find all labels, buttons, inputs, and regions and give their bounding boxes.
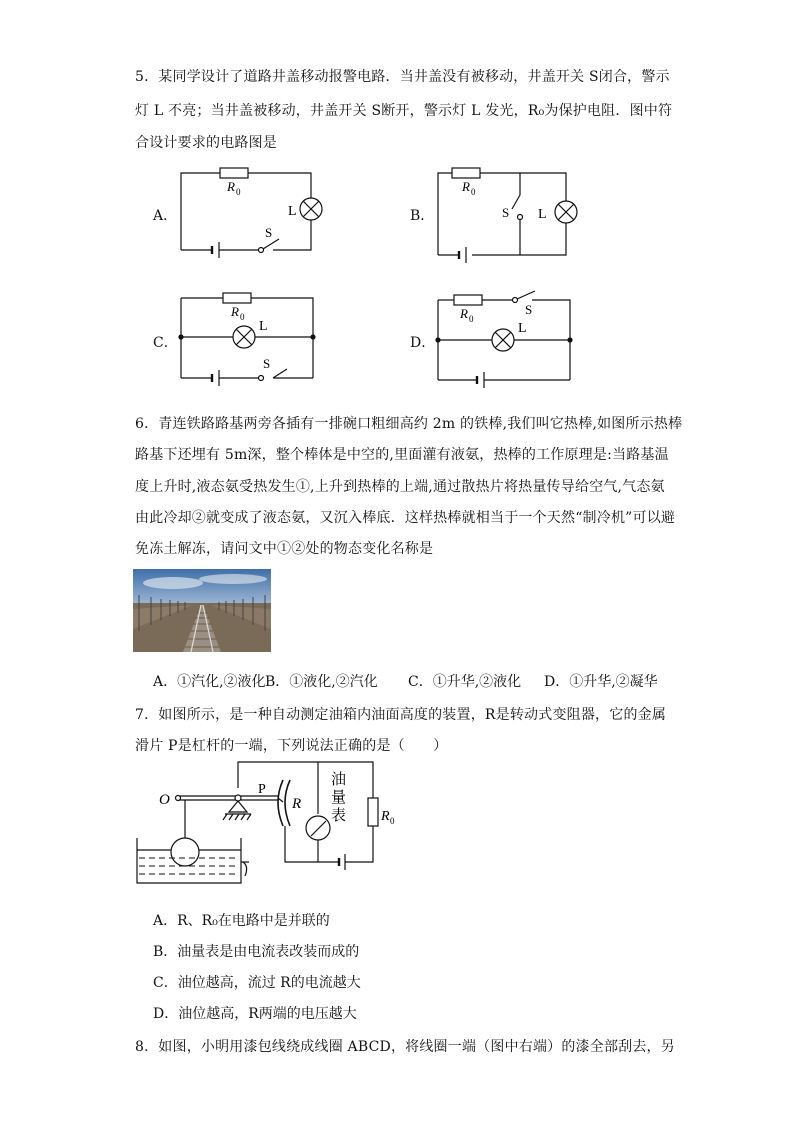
circuit-c-diagram [175, 290, 320, 390]
q6-line-2: 路基下还埋有 5m深，整个棒体是中空的,里面灌有液氨，热棒的工作原理是:当路基温 [135, 447, 669, 463]
r0-subscript: 0 [236, 187, 241, 197]
slider-p-label: P [258, 782, 266, 797]
q6-option-c: C．①升华,②液化 [408, 674, 522, 690]
lamp-label: L [259, 319, 268, 334]
r0-label: R [227, 179, 235, 194]
switch-label: S [263, 356, 271, 371]
oil-gauge-diagram [133, 758, 403, 888]
meter-label-2: 量 [331, 790, 347, 806]
q7-option-c: C．油位越高，流过 R的电流越大 [153, 975, 361, 991]
q7-option-b: B．油量表是由电流表改装而成的 [153, 944, 360, 960]
r0-subscript: 0 [471, 187, 476, 197]
q5-option-d-label: D． [410, 335, 436, 351]
circuit-b-diagram [432, 165, 582, 270]
r0-subscript: 0 [240, 312, 245, 322]
q5-line-1: 5．某同学设计了道路井盖移动报警电路．当井盖没有被移动，井盖开关 S闭合，警示 [135, 69, 670, 85]
q6-option-a: A．①汽化,②液化 [153, 674, 266, 690]
r0-label: R [462, 179, 470, 194]
q5-option-a-label: A． [153, 208, 178, 224]
meter-label-3: 表 [331, 808, 347, 824]
lamp-label: L [288, 204, 297, 219]
switch-label: S [502, 205, 510, 220]
circuit-a-diagram [175, 165, 325, 265]
lamp-label: L [538, 207, 547, 222]
q7-line-2: 滑片 P是杠杆的一端，下列说法正确的是（ ） [135, 738, 448, 754]
rheostat-r-label: R [292, 796, 302, 812]
railway-photo [133, 569, 271, 652]
q5-option-c-label: C． [153, 335, 178, 351]
q6-line-4: 由此冷却②就变成了液态氨，又沉入棒底．这样热棒就相当于一个天然“制冷机”可以避 [135, 510, 676, 526]
r0-label: R [231, 304, 239, 319]
q5-option-b-label: B． [410, 208, 435, 224]
meter-label-1: 油 [331, 772, 347, 788]
r0-subscript: 0 [390, 816, 395, 826]
switch-label: S [525, 302, 533, 317]
switch-label: S [265, 225, 273, 240]
pivot-o-label: O [159, 792, 170, 808]
q6-option-d: D．①升华,②凝华 [544, 674, 658, 690]
q7-option-a: A．R、R₀在电路中是并联的 [153, 913, 330, 929]
q7-option-d: D．油位越高，R两端的电压越大 [153, 1006, 357, 1022]
lamp-label: L [518, 321, 527, 336]
q6-option-b: B．①液化,②汽化 [265, 674, 378, 690]
r0-subscript: 0 [469, 314, 474, 324]
q6-line-1: 6．青连铁路路基两旁各插有一排碗口粗细高约 2m 的铁棒,我们叫它热棒,如图所示热棒 [135, 416, 683, 432]
q6-line-3: 度上升时,液态氨受热发生①,上升到热棒的上端,通过散热片将热量传导给空气,气态氨 [135, 479, 665, 495]
r0-label: R [381, 809, 390, 824]
r0-label: R [460, 306, 468, 321]
q5-line-3: 合设计要求的电路图是 [135, 135, 277, 151]
q8-line-1: 8．如图，小明用漆包线绕成线圈 ABCD，将线圈一端（图中右端）的漆全部刮去，另 [135, 1039, 675, 1055]
q6-line-5: 免冻土解冻，请问文中①②处的物态变化名称是 [135, 541, 434, 557]
q7-line-1: 7．如图所示，是一种自动测定油箱内油面高度的装置，R是转动式变阻器，它的金属 [135, 707, 667, 723]
q5-line-2: 灯 L 不亮；当井盖被移动，井盖开关 S断开，警示灯 L 发光，R₀为保护电阻．图中符 [135, 103, 673, 119]
circuit-d-diagram [432, 290, 577, 390]
